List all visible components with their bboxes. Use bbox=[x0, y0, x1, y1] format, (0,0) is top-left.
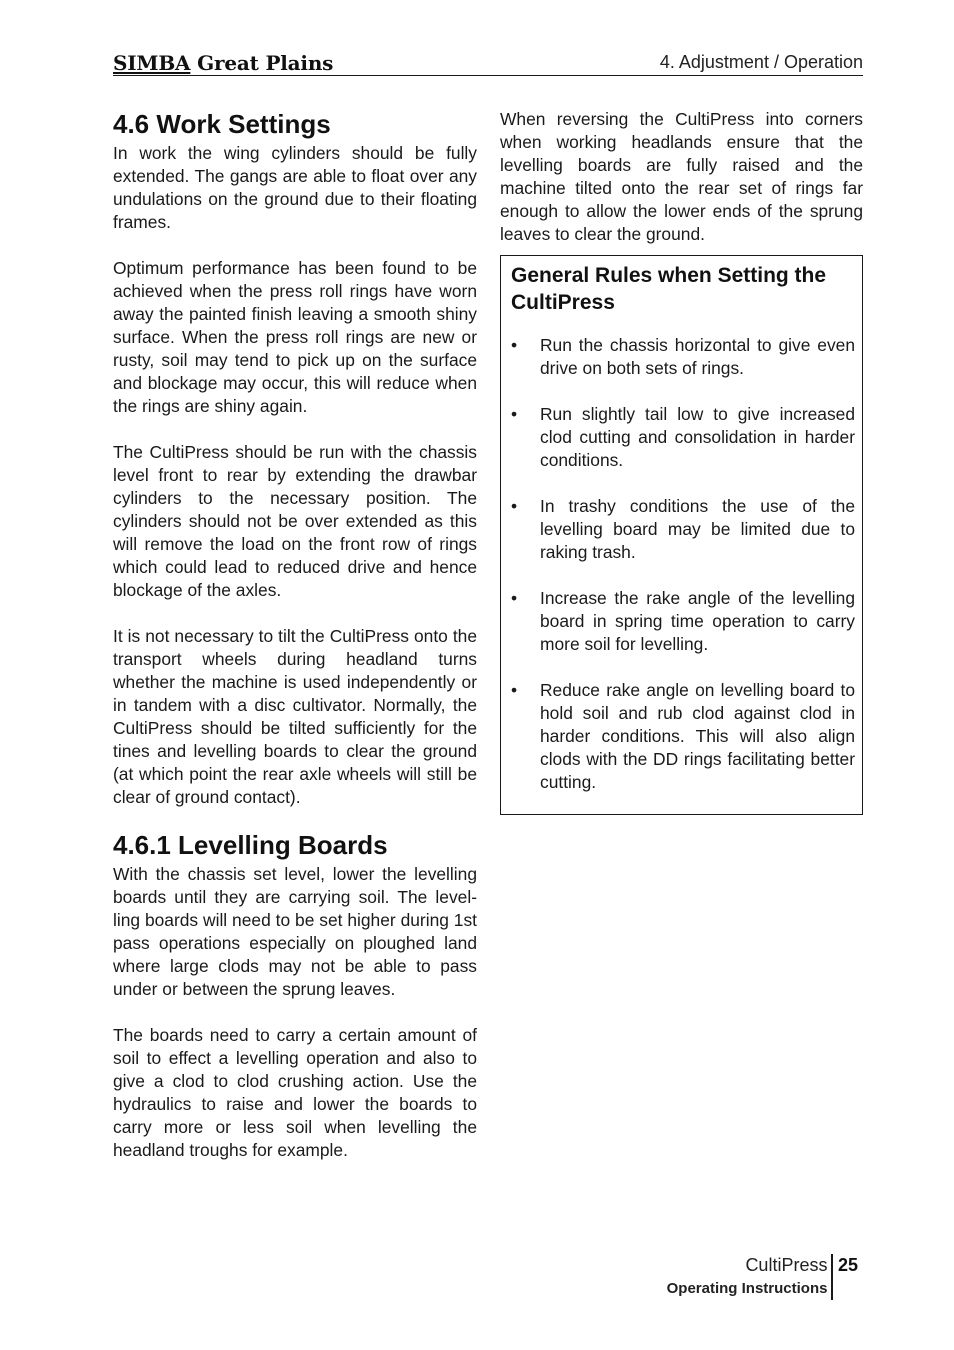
page-header bbox=[113, 48, 863, 76]
paragraph: When reversing the CultiPress into corners when working headlands ensure that the levelling boards are fully raised and the machine tilted onto the rear set of rings far enough to allow the lower ends of the sprung leaves to clear the ground. bbox=[500, 109, 863, 244]
brand-great-plains: Great Plains bbox=[190, 51, 334, 75]
bullet-icon: • bbox=[511, 335, 518, 355]
list-item-text: In trashy conditions the use of the levelling board may be limited due to raking trash. bbox=[540, 496, 855, 562]
list-item bbox=[511, 495, 855, 564]
section-heading: 4.6 Work Settings bbox=[113, 109, 331, 139]
subsection-heading: 4.6.1 Levelling Boards bbox=[113, 830, 388, 860]
paragraph: It is not necessary to tilt the CultiPress onto the transport wheels during headland turns whether the machine is used independently or in tandem with a disc cultivator. Normally, the CultiPress should be tilted sufficiently for the tines and levelling boards to clear the ground (at which point the rear axle wheels will still be clear of ground contact). bbox=[113, 626, 477, 807]
page-footer bbox=[667, 1254, 858, 1302]
general-rules-box bbox=[500, 255, 863, 815]
list-item-text: Reduce rake angle on levelling board to hold soil and rub clod against clod in harder conditions. This will also align clods with the DD rings facilitating better cutting. bbox=[540, 680, 855, 792]
bullet-icon: • bbox=[511, 680, 518, 700]
footer-subtitle: Operating Instructions bbox=[666, 1280, 828, 1297]
brand-simba: SIMBA bbox=[113, 51, 191, 75]
list-item-text: Run slightly tail low to give increased clod cutting and consolidation in harder conditions. bbox=[540, 404, 855, 470]
brand-logo bbox=[113, 51, 333, 75]
list-item bbox=[511, 334, 855, 380]
left-column bbox=[113, 108, 477, 1162]
list-item-text: Increase the rake angle of the levelling board in spring time operation to carry more soil for levelling. bbox=[540, 588, 855, 654]
rules-list bbox=[511, 334, 855, 794]
right-column bbox=[500, 108, 863, 815]
list-item-text: Run the chassis horizontal to give even drive on both sets of rings. bbox=[540, 335, 855, 378]
bullet-icon: • bbox=[511, 496, 518, 516]
page-number: 25 bbox=[837, 1255, 858, 1275]
paragraph: Optimum performance has been found to be achieved when the press roll rings have worn away the painted finish leaving a smooth shiny surface. When the press roll rings are new or rusty, soil may tend to pick up on the surface and blockage may occur, this will reduce when the rings are shiny again. bbox=[113, 258, 477, 416]
list-item bbox=[511, 403, 855, 472]
section-label: 4. Adjustment / Operation bbox=[659, 52, 863, 72]
list-item bbox=[511, 587, 855, 656]
paragraph: The CultiPress should be run with the chassis level front to rear by extending the drawbar cylinders to the necessary position. The cylinders should not be over extended as this will remove the load on the front row of rings which could lead to reduced drive and hence blockage of the axles. bbox=[113, 442, 477, 600]
bullet-icon: • bbox=[511, 404, 518, 424]
footer-product-name: CultiPress bbox=[745, 1255, 828, 1275]
footer-divider bbox=[831, 1254, 833, 1300]
rules-title: General Rules when Setting the CultiPress bbox=[511, 264, 827, 314]
bullet-icon: • bbox=[511, 588, 518, 608]
paragraph: In work the wing cylinders should be fully extended. The gangs are able to float over any undulations on the ground due to their floating frames. bbox=[113, 143, 477, 232]
paragraph: The boards need to carry a certain amount of soil to effect a levelling operation and also to give a clod to clod crushing action. Use the hydraulics to raise and lower the boards to carry more or less soil when levelling the headland troughs for example. bbox=[113, 1025, 477, 1160]
list-item bbox=[511, 679, 855, 794]
paragraph: With the chassis set level, lower the levelling boards until they are carrying soil. The level-ling boards will need to be set higher during 1st pass operations especially on ploughed land where large clods may not be able to pass under or between the sprung leaves. bbox=[113, 864, 477, 999]
